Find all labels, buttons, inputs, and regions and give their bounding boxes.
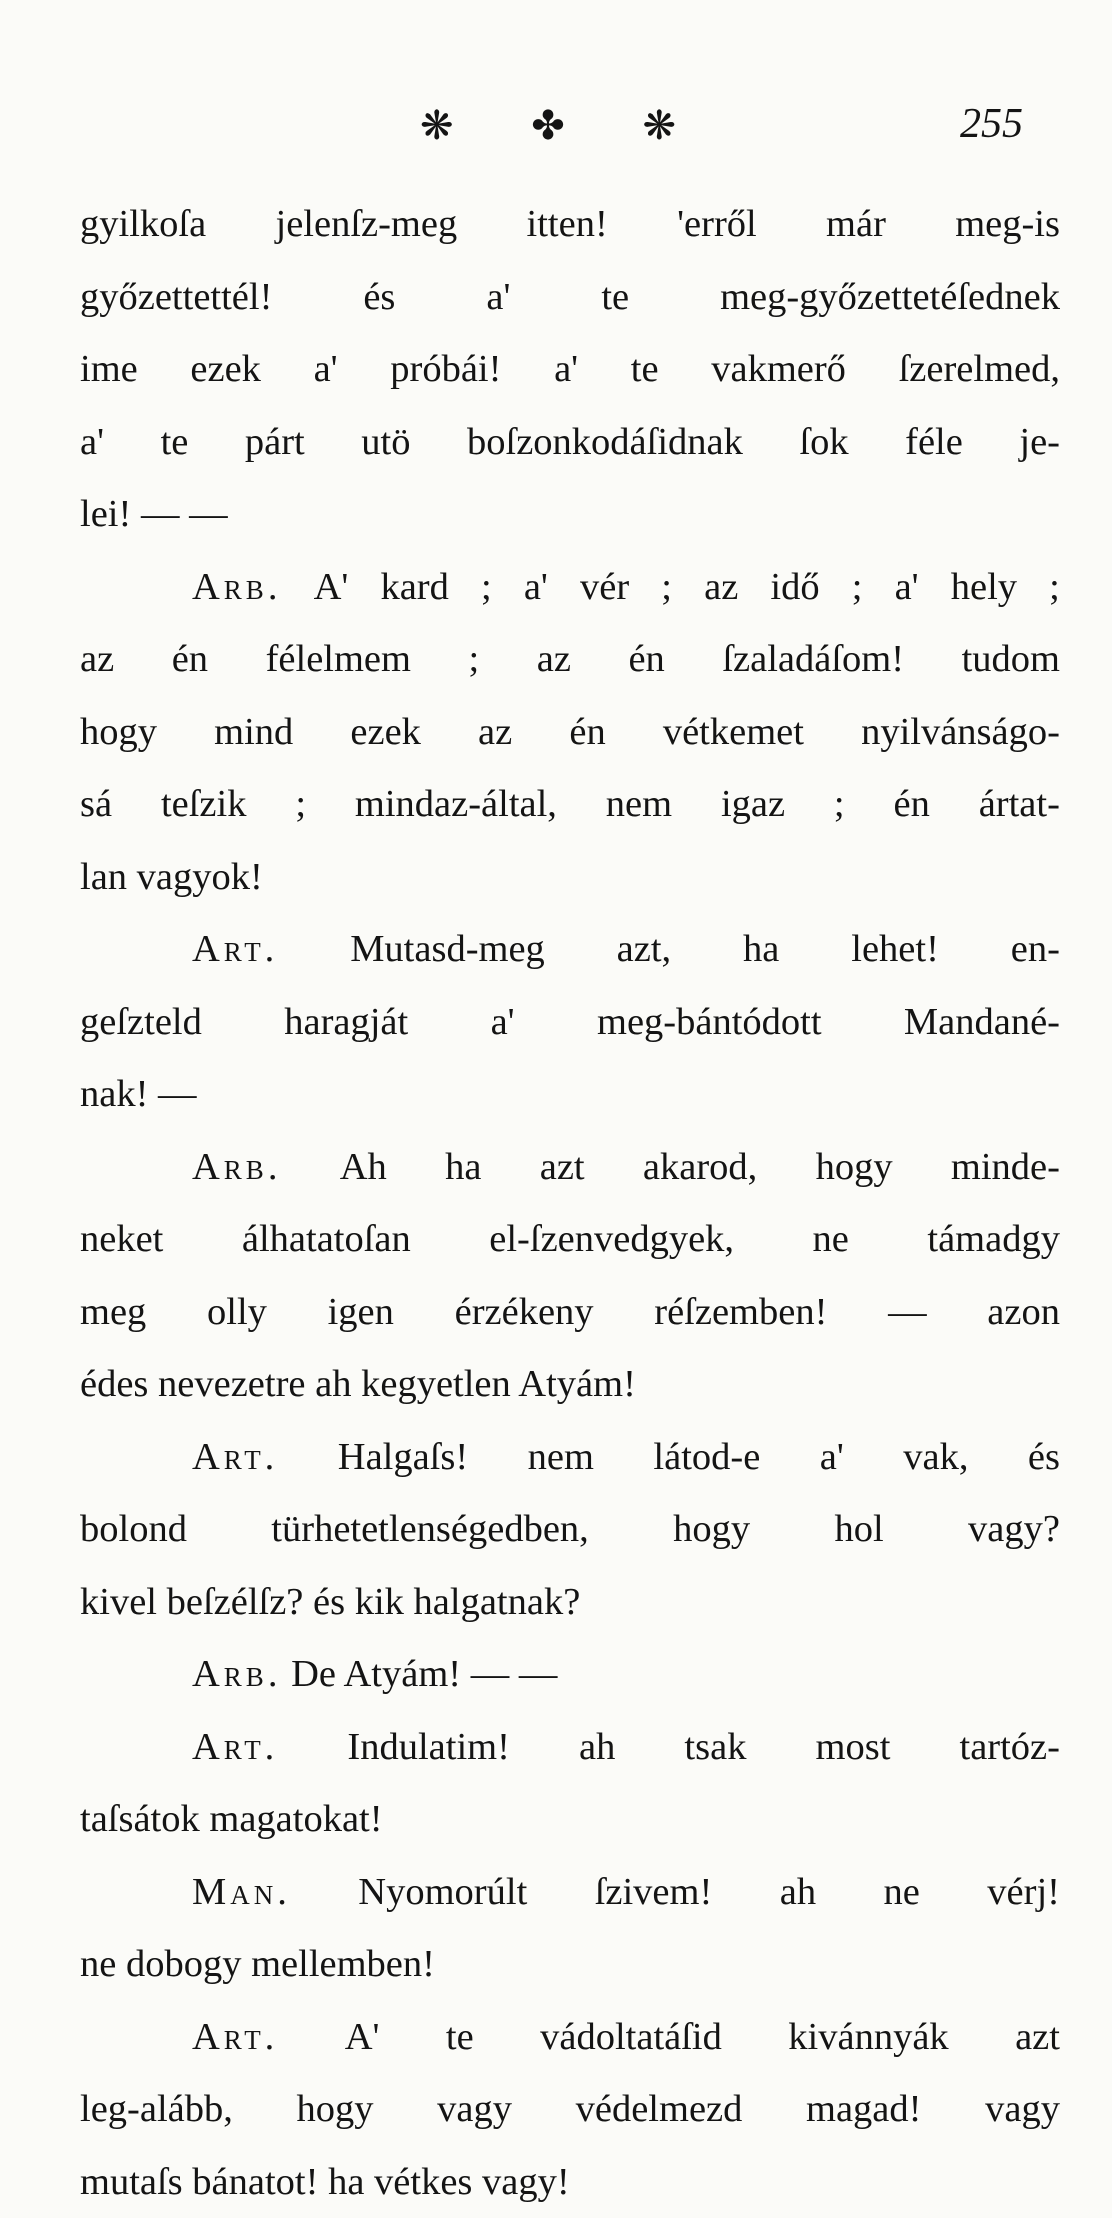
word: én — [628, 623, 664, 696]
word: az — [478, 696, 512, 769]
word: nak! — [80, 1073, 148, 1115]
word: hogy — [80, 696, 157, 769]
word: vakmerő — [711, 333, 846, 406]
word: a' — [491, 986, 515, 1059]
ornament-center-icon: ✤ — [531, 102, 569, 149]
word: mellemben! — [251, 1943, 435, 1985]
word: nem — [606, 768, 672, 841]
word: ártat- — [979, 768, 1060, 841]
word: kard — [380, 551, 448, 624]
word: érzékeny — [455, 1276, 594, 1349]
word: vagy — [437, 2073, 512, 2146]
speaker-name: Art. — [192, 2001, 278, 2074]
word: tsak — [684, 1711, 746, 1784]
word: győzettettél! — [80, 261, 272, 334]
text-line — [80, 2146, 1060, 2218]
word: minde- — [951, 1131, 1060, 1204]
text-line — [80, 1856, 1060, 1929]
word: ezek — [350, 696, 421, 769]
text-line — [80, 1711, 1060, 1784]
text-line — [80, 1131, 1060, 1204]
word: álhatatoſan — [242, 1203, 411, 1276]
word: ; — [481, 551, 492, 624]
word: ſzivem! — [595, 1856, 713, 1929]
word: neket — [80, 1203, 163, 1276]
text-line — [80, 623, 1060, 696]
word: halgatnak? — [414, 1581, 581, 1623]
speaker-name: Arb. — [192, 1131, 281, 1204]
word: vagy — [985, 2073, 1060, 2146]
word: Halgaſs! — [338, 1421, 468, 1494]
word: 'erről — [677, 188, 757, 261]
word: te — [601, 261, 629, 334]
word: nevezetre — [158, 1363, 305, 1405]
word: lei! — [80, 493, 131, 535]
word: jelenſz-meg — [276, 188, 458, 261]
word: a' — [554, 333, 578, 406]
word: azt — [540, 1131, 585, 1204]
word: sá — [80, 768, 112, 841]
word: tudom — [962, 623, 1060, 696]
word: taſsátok — [80, 1798, 200, 1840]
word: ah — [579, 1711, 615, 1784]
word: te — [161, 406, 189, 479]
word: hogy — [673, 1493, 750, 1566]
body-text — [80, 188, 1060, 2218]
word: kivánnyák — [788, 2001, 948, 2074]
word: magatokat! — [209, 1798, 382, 1840]
word: most — [816, 1711, 891, 1784]
word: utö — [361, 406, 410, 479]
word: — — [888, 1276, 927, 1349]
word: ; — [852, 551, 863, 624]
word: én — [172, 623, 208, 696]
word: én — [569, 696, 605, 769]
word: idő — [770, 551, 819, 624]
word: a' — [80, 406, 104, 479]
word: ezek — [190, 333, 261, 406]
word: ne — [884, 1856, 920, 1929]
word: vak, — [903, 1421, 968, 1494]
word: hogy — [816, 1131, 893, 1204]
word: te — [446, 2001, 474, 2074]
word: en- — [1011, 913, 1060, 986]
text-line — [80, 1638, 1060, 1711]
word: igaz — [721, 768, 785, 841]
word: meg — [80, 1276, 146, 1349]
word: látod-e — [653, 1421, 760, 1494]
word: Mutasd-meg — [350, 913, 545, 986]
speaker-name: Arb. — [192, 1653, 281, 1695]
word: és — [1028, 1421, 1060, 1494]
word: hely — [951, 551, 1017, 624]
word: — — [189, 493, 228, 535]
word: párt — [245, 406, 305, 479]
word: bánatot! — [192, 2161, 318, 2203]
word: lehet! — [851, 913, 939, 986]
text-line — [80, 188, 1060, 261]
word: azon — [987, 1276, 1060, 1349]
word: ha — [328, 2161, 364, 2203]
word: védelmezd — [576, 2073, 743, 2146]
word: kivel — [80, 1581, 157, 1623]
text-line — [80, 768, 1060, 841]
word: réſzemben! — [654, 1276, 827, 1349]
word: ſok — [799, 406, 848, 479]
word: vérj! — [987, 1856, 1060, 1929]
word: dobogy — [126, 1943, 242, 1985]
text-line — [80, 696, 1060, 769]
word: vagy! — [482, 2161, 570, 2203]
word: leg-alább, — [80, 2073, 233, 2146]
word: a' — [895, 551, 919, 624]
word: és — [363, 261, 395, 334]
word: mindaz-által, — [355, 768, 557, 841]
word: ; — [834, 768, 845, 841]
word: hogy — [297, 2073, 374, 2146]
word: itten! — [527, 188, 608, 261]
word: akarod, — [643, 1131, 757, 1204]
word: olly — [207, 1276, 267, 1349]
word: kegyetlen — [361, 1363, 511, 1405]
text-line — [80, 2001, 1060, 2074]
word: az — [537, 623, 571, 696]
word: vétkemet — [663, 696, 804, 769]
word: én — [893, 768, 929, 841]
text-line — [80, 1276, 1060, 1349]
text-line — [80, 1058, 1060, 1131]
word: Atyám! — [518, 1363, 636, 1405]
text-line — [80, 1421, 1060, 1494]
word: nem — [528, 1421, 594, 1494]
word: a' — [314, 333, 338, 406]
ornament-right-icon: ❋ — [642, 102, 680, 149]
word: a' — [820, 1421, 844, 1494]
word: ha — [445, 1131, 481, 1204]
word: el-ſzenvedgyek, — [489, 1203, 734, 1276]
word: Ah — [340, 1131, 387, 1204]
word: — — [141, 493, 180, 535]
word: teſzik — [161, 768, 247, 841]
word: az — [704, 551, 738, 624]
word: ; — [1049, 551, 1060, 624]
word: boſzonkodáſidnak — [467, 406, 743, 479]
text-line — [80, 1493, 1060, 1566]
word: ſzaladáſom! — [722, 623, 904, 696]
word: A' — [345, 2001, 380, 2074]
word: vér — [580, 551, 629, 624]
text-line — [80, 1348, 1060, 1421]
word: azt, — [617, 913, 672, 986]
text-line — [80, 913, 1060, 986]
word: ime — [80, 333, 138, 406]
text-line — [80, 1783, 1060, 1856]
word: ha — [743, 913, 779, 986]
word: igen — [328, 1276, 394, 1349]
word: — — [519, 1653, 558, 1695]
speaker-name: Art. — [192, 913, 278, 986]
word: vétkes — [374, 2161, 472, 2203]
word: kik — [355, 1581, 404, 1623]
word: türhetetlenségedben, — [271, 1493, 589, 1566]
word: azt — [1015, 2001, 1060, 2074]
word: hol — [834, 1493, 883, 1566]
word: tartóz- — [960, 1711, 1060, 1784]
text-line — [80, 841, 1060, 914]
text-line — [80, 478, 1060, 551]
word: ſzerelmed, — [899, 333, 1060, 406]
word: beſzélſz? — [167, 1581, 304, 1623]
speaker-name: Arb. — [192, 551, 281, 624]
word: ah — [780, 1856, 816, 1929]
word: Nyomorúlt — [358, 1856, 527, 1929]
word: már — [826, 188, 886, 261]
word: vagy? — [968, 1493, 1060, 1566]
text-line — [80, 1566, 1060, 1639]
word: A' — [314, 551, 349, 624]
text-line — [80, 333, 1060, 406]
word: félelmem — [266, 623, 411, 696]
word: De — [291, 1653, 336, 1695]
word: ne — [813, 1203, 849, 1276]
word: vádoltatáſid — [540, 2001, 722, 2074]
word: és — [313, 1581, 345, 1623]
word: je- — [1019, 406, 1060, 479]
word: haragját — [284, 986, 408, 1059]
word: meg-bántódott — [597, 986, 822, 1059]
word: meg-is — [955, 188, 1060, 261]
word: mutaſs — [80, 2161, 183, 2203]
word: ; — [295, 768, 306, 841]
header-ornament — [420, 100, 680, 150]
word: a' — [524, 551, 548, 624]
word: ; — [469, 623, 480, 696]
text-line — [80, 1203, 1060, 1276]
word: te — [631, 333, 659, 406]
word: mind — [214, 696, 293, 769]
word: nyilvánságo- — [861, 696, 1060, 769]
speaker-name: Art. — [192, 1421, 278, 1494]
text-line — [80, 1928, 1060, 2001]
word: próbái! — [390, 333, 501, 406]
word: geſzteld — [80, 986, 202, 1059]
word: ah — [315, 1363, 351, 1405]
text-line — [80, 406, 1060, 479]
speaker-name: Art. — [192, 1711, 278, 1784]
word: lan — [80, 856, 127, 898]
word: magad! — [806, 2073, 921, 2146]
word: féle — [905, 406, 963, 479]
word: — — [471, 1653, 510, 1695]
text-line — [80, 261, 1060, 334]
page-number: 255 — [960, 100, 1023, 148]
word: támadgy — [927, 1203, 1060, 1276]
word: az — [80, 623, 114, 696]
text-line — [80, 2073, 1060, 2146]
word: ne — [80, 1943, 116, 1985]
ornament-left-icon: ❋ — [420, 102, 458, 149]
word: Indulatim! — [347, 1711, 510, 1784]
word: a' — [486, 261, 510, 334]
word: ; — [661, 551, 672, 624]
word: — — [158, 1073, 197, 1115]
word: édes — [80, 1363, 148, 1405]
word: vagyok! — [137, 856, 263, 898]
text-line — [80, 986, 1060, 1059]
word: meg-győzettetéſednek — [720, 261, 1060, 334]
word: gyilkoſa — [80, 188, 206, 261]
word: Mandané- — [904, 986, 1060, 1059]
text-line — [80, 551, 1060, 624]
speaker-name: Man. — [192, 1856, 291, 1929]
word: Atyám! — [344, 1653, 462, 1695]
word: bolond — [80, 1493, 187, 1566]
